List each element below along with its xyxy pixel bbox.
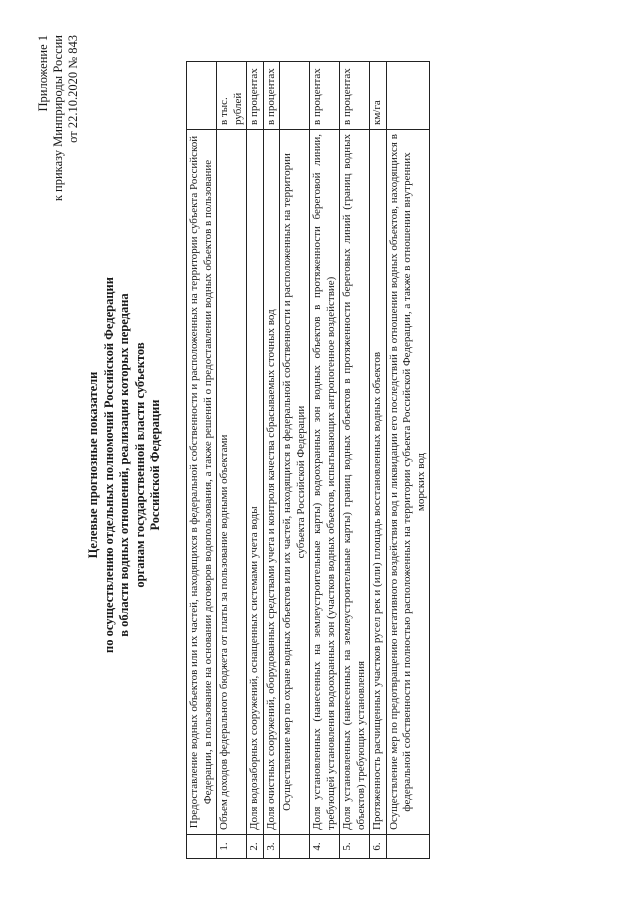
- empty-cell: [280, 835, 310, 859]
- row-number: 3.: [263, 835, 280, 859]
- title-line: в области водных отношений, реализация которых передана: [117, 293, 131, 637]
- appendix-line: к приказу Минприроды России: [51, 35, 65, 202]
- section-heading: Осуществление мер по охране водных объектов или их частей, находящихся в федеральной собственности и расположенных на территории субъекта Российской Федерации: [280, 130, 310, 835]
- indicator-text: Доля водозаборных сооружений, оснащенных системами учета воды: [247, 130, 264, 835]
- empty-cell: [187, 62, 217, 130]
- table-row: [263, 62, 280, 859]
- document-title: [86, 155, 164, 775]
- row-number: 5.: [340, 835, 370, 859]
- row-number: 6.: [370, 835, 387, 859]
- empty-cell: [280, 62, 310, 130]
- empty-cell: [187, 835, 217, 859]
- unit-cell: в процентах: [263, 62, 280, 130]
- section-heading: Осуществление мер по предотвращению негативного воздействия вод и ликвидации его последствий в отношении водных объектов, находящихся в федеральной собственности и полностью расположенных на территории субъекта Российской Федерации, а также в отношении внутренних морских вод: [386, 130, 430, 835]
- unit-cell: в тыс. рублей: [217, 62, 247, 130]
- section-heading: Предоставление водных объектов или их частей, находящихся в федеральной собственности и расположенных на территории субъекта Российской Федерации, в пользование на основании договоров водопользования, а также решений о предоставлении водных объектов в пользование: [187, 130, 217, 835]
- indicator-text: Доля установленных (нанесенных на землеустроительные карты) водоохранных зон водных объектов в протяженности береговой линии, требующей установления водоохранных зон (участков водных объектов, испытывающих антропогенное воздействие): [310, 130, 340, 835]
- empty-cell: [386, 62, 430, 130]
- indicator-text: Доля установленных (нанесенных на землеустроительные карты) границ водных объектов в протяженности береговых линий (границ водных объектов) требующих установления: [340, 130, 370, 835]
- appendix-note: [36, 35, 81, 285]
- title-line: Российской Федерации: [148, 399, 162, 531]
- table-row: [247, 62, 264, 859]
- empty-cell: [386, 835, 430, 859]
- appendix-line: от 22.10.2020 № 843: [66, 35, 80, 143]
- table-row: [310, 62, 340, 859]
- unit-cell: км/га: [370, 62, 387, 130]
- appendix-line: Приложение 1: [36, 35, 50, 112]
- indicator-text: Доля очистных сооружений, оборудованных средствами учета и контроля качества сбрасываемых сточных вод: [263, 130, 280, 835]
- section-heading-row: [187, 62, 217, 859]
- title-line: Целевые прогнозные показатели: [86, 371, 100, 559]
- table-row: [340, 62, 370, 859]
- row-number: 4.: [310, 835, 340, 859]
- table-row: [217, 62, 247, 859]
- row-number: 1.: [217, 835, 247, 859]
- section-heading-row: [386, 62, 430, 859]
- unit-cell: в процентах: [340, 62, 370, 130]
- row-number: 2.: [247, 835, 264, 859]
- title-line: по осуществлению отдельных полномочий Российской Федерации: [101, 277, 116, 653]
- indicators-table: [186, 61, 430, 859]
- indicator-text: Протяженность расчищенных участков русел рек и (или) площадь восстановленных водных объектов: [370, 130, 387, 835]
- section-heading-row: [280, 62, 310, 859]
- title-line: органам государственной власти субъектов: [132, 342, 147, 588]
- unit-cell: в процентах: [247, 62, 264, 130]
- unit-cell: в процентах: [310, 62, 340, 130]
- table-row: [370, 62, 387, 859]
- indicator-text: Объем доходов федерального бюджета от платы за пользование водными объектами: [217, 130, 247, 835]
